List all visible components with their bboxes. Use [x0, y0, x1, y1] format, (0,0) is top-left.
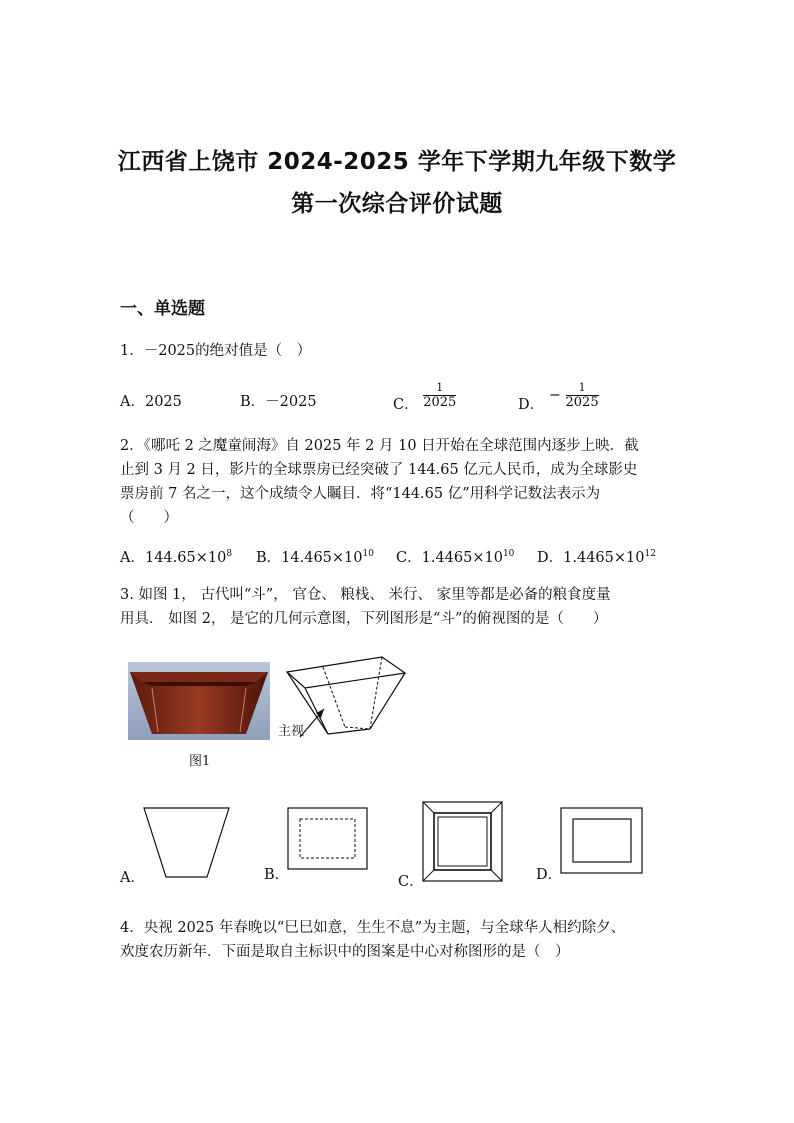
doc-title-line2: 第一次综合评价试题 [291, 191, 503, 217]
q1-stem: 1．－2025的绝对值是（ ） [120, 343, 312, 359]
q3-option-a-trapezoid [142, 806, 232, 881]
q3-line: 用具． 如图 2， 是它的几何示意图，下列图形是“斗”的俯视图的是（ ） [120, 611, 608, 627]
q3-option-a-label: A． [120, 870, 145, 886]
q1-option-d-label: D． [518, 397, 545, 413]
q3-option-d-label: D． [536, 867, 563, 883]
q2-option-d-base: 1.4465×10 [563, 550, 645, 566]
q2-line: 止到 3 月 2 日，影片的全球票房已经突破了 144.65 亿元人民币，成为全球影史 [120, 462, 638, 478]
q1-option-d-sign: − [548, 387, 561, 404]
q2-option-c-label: C． [396, 550, 422, 566]
fraction-numerator: 1 [423, 381, 456, 396]
q2-option-c-base: 1.4465×10 [421, 550, 503, 566]
q1-option-c [393, 381, 457, 413]
q2-option-b [256, 546, 374, 567]
q2-option-a-exponent: 8 [226, 549, 233, 560]
q3-line: 3. 如图 1， 古代叫“斗”， 官仓、 粮栈、 米行、 家里等都是必备的粮食度量 [120, 587, 611, 603]
main-view-label: 主视 [278, 724, 305, 739]
q1-option-b: B．－2025 [240, 394, 317, 410]
q2-option-b-exponent: 10 [362, 549, 374, 560]
figure1-photo [128, 662, 270, 740]
figure1-caption: 图1 [189, 754, 211, 769]
section-heading: 一、单选题 [120, 299, 205, 319]
q1-option-d [518, 381, 599, 413]
wooden-dou-image [128, 662, 270, 740]
q1-option-a: A．2025 [120, 394, 182, 410]
q2-option-d-exponent: 12 [644, 549, 656, 560]
q1-option-c-fraction [423, 381, 456, 410]
q2-stem [120, 434, 690, 530]
q3-option-c-figure [422, 801, 504, 883]
q3-option-b-label: B． [264, 867, 290, 883]
q2-line: （ ） [120, 510, 178, 526]
q1-option-d-fraction [566, 381, 599, 410]
q2-option-d-label: D． [537, 550, 564, 566]
q2-option-a [120, 546, 232, 567]
q2-option-a-base: 144.65×10 [144, 550, 227, 566]
q2-option-d [537, 546, 656, 567]
q2-line: 2．《哪吒 2 之魔童闹海》自 2025 年 2 月 10 日开始在全球范围内逐步上映．截 [120, 438, 639, 454]
q2-line: 票房前 7 名之一，这个成绩令人瞩目．将“144.65 亿”用科学记数法表示为 [120, 486, 601, 502]
q1-option-c-label: C． [393, 397, 419, 413]
q2-option-b-base: 14.465×10 [281, 550, 363, 566]
q4-line: 欢度农历新年．下面是取自主标识中的图案是中心对称图形的是（ ） [120, 944, 570, 960]
q2-option-b-label: B． [256, 550, 282, 566]
q2-option-c [396, 546, 514, 567]
q3-stem [120, 583, 690, 631]
q3-option-b-figure [287, 807, 369, 871]
fraction-denominator: 2025 [565, 395, 599, 410]
fraction-numerator: 1 [566, 381, 599, 396]
q3-option-c-label: C． [398, 874, 424, 890]
q3-option-d-figure [560, 807, 644, 875]
q2-option-a-label: A． [120, 550, 145, 566]
q4-stem [120, 916, 700, 964]
q2-option-c-exponent: 10 [502, 549, 515, 560]
q4-line: 4．央视 2025 年春晚以“巳巳如意，生生不息”为主题，与全球华人相约除夕、 [120, 920, 626, 936]
fraction-denominator: 2025 [423, 395, 457, 410]
doc-title-line1: 江西省上饶市 2024-2025 学年下学期九年级下数学 [117, 149, 677, 175]
